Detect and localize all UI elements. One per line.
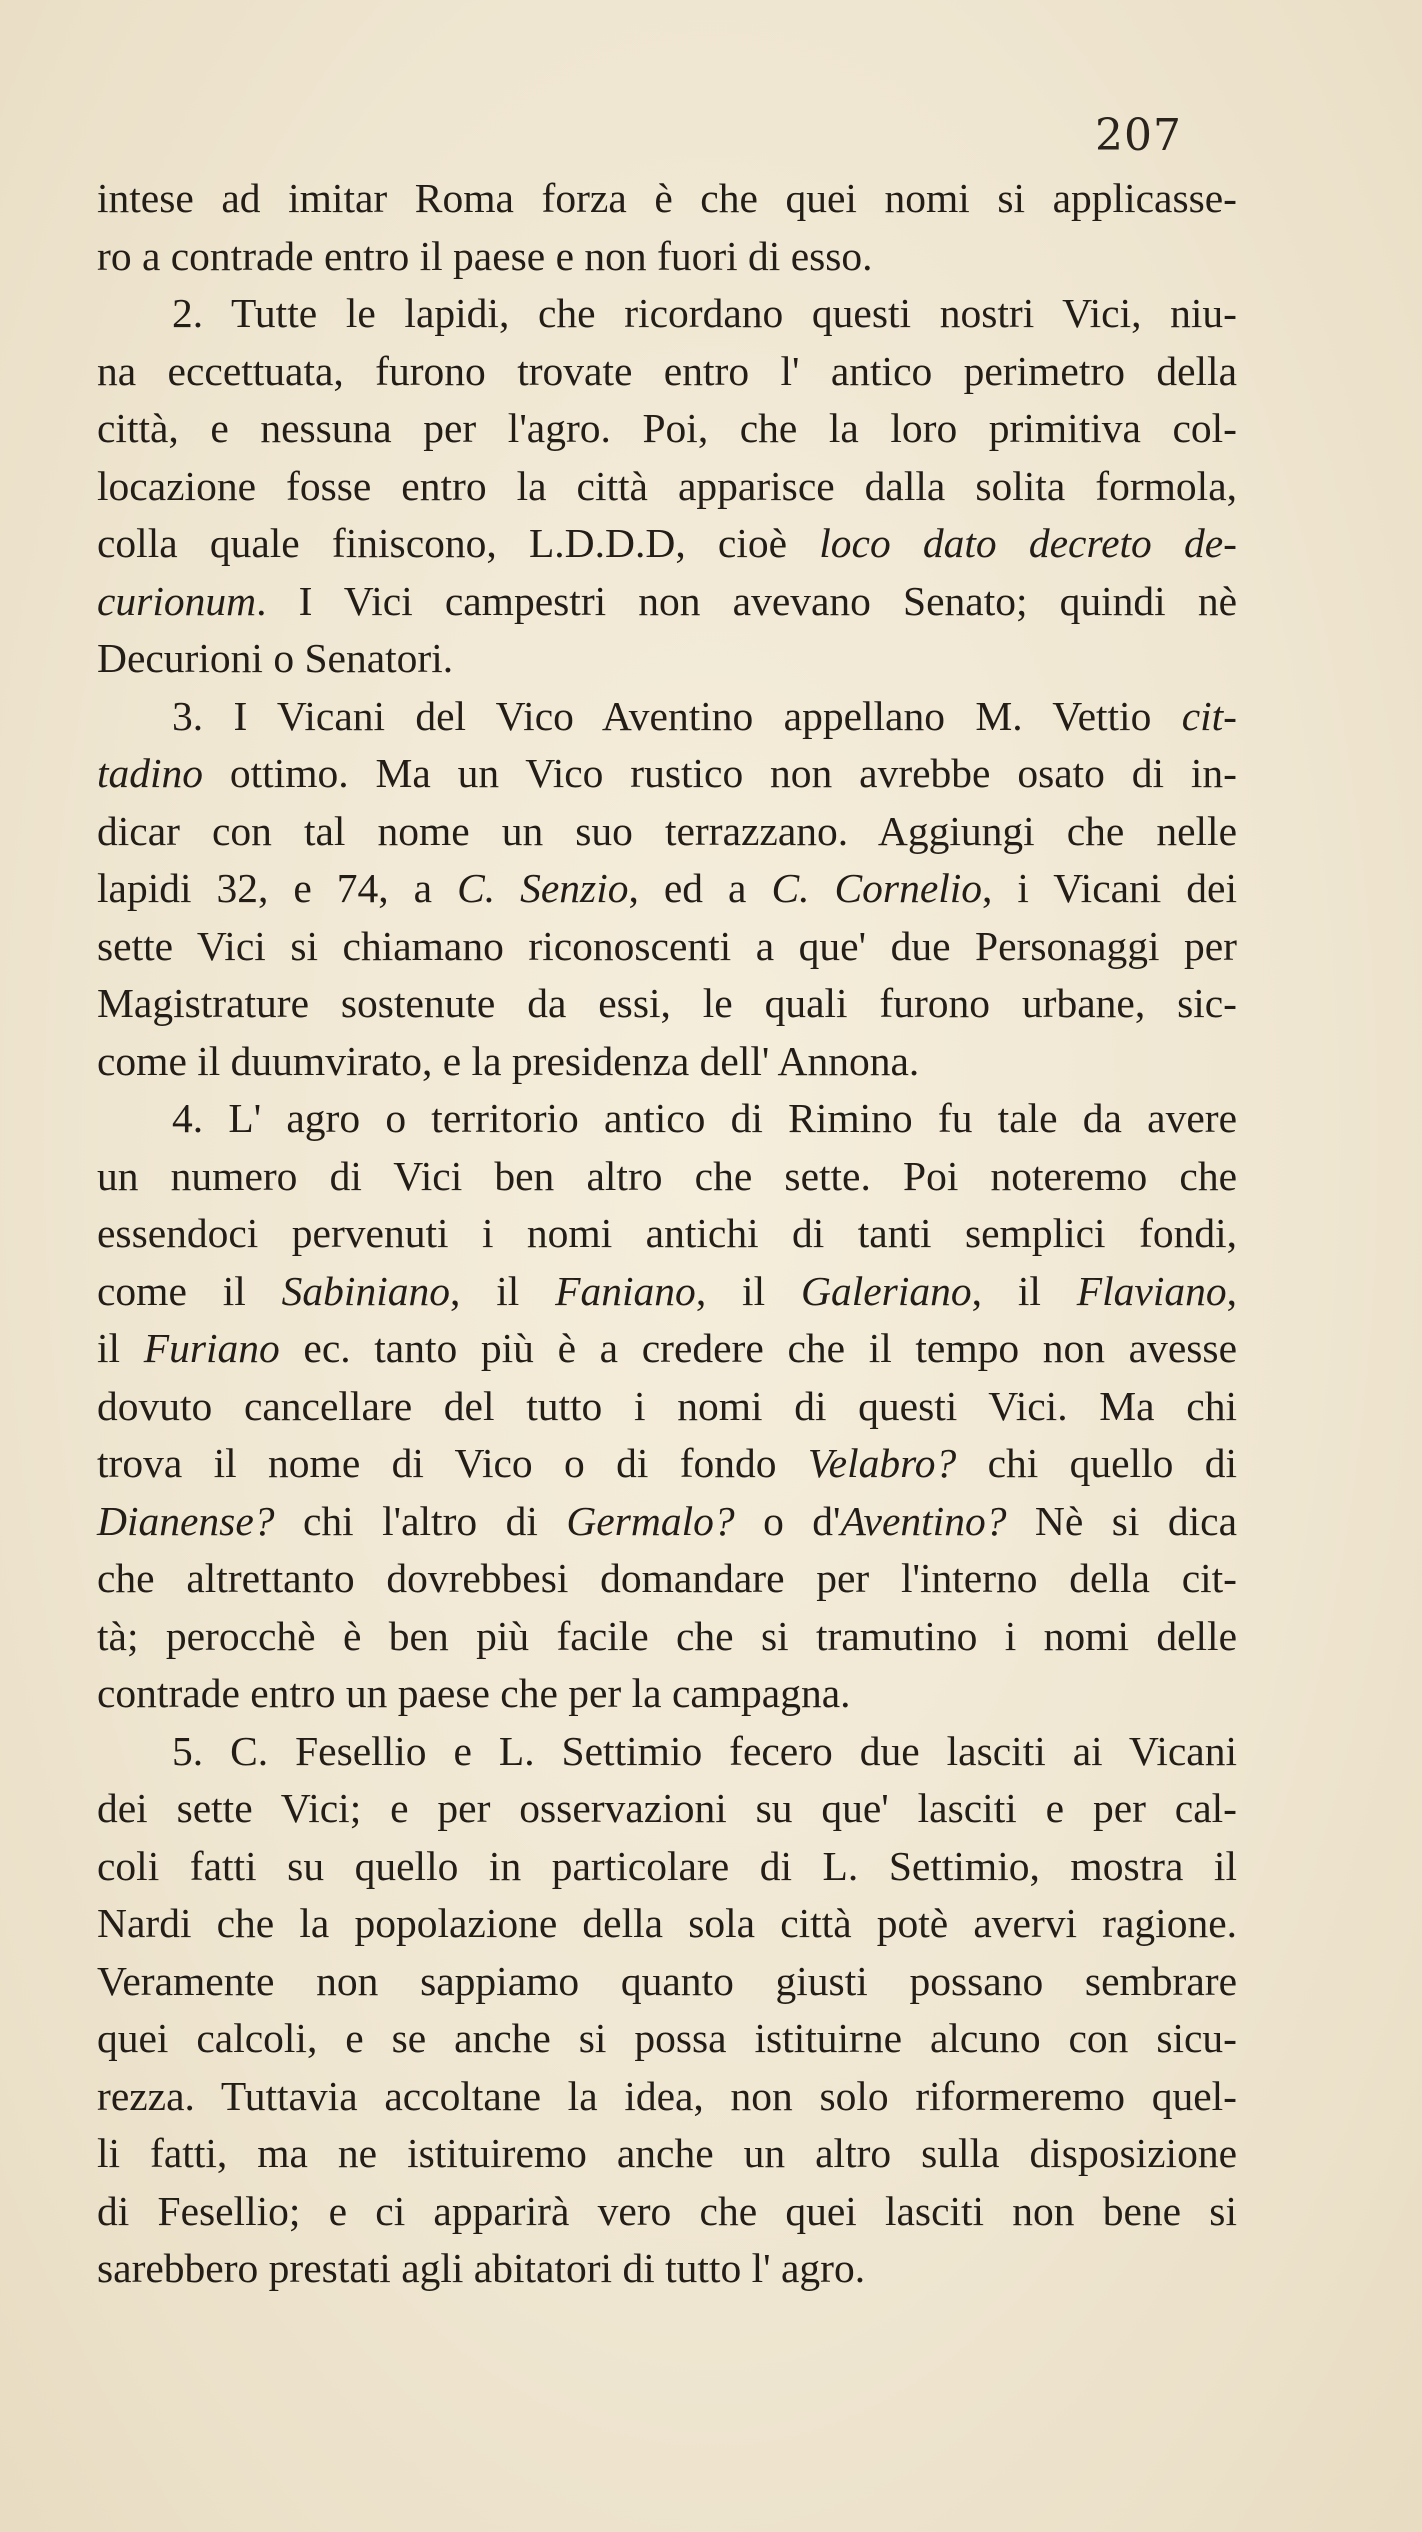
text-line [97, 1550, 1237, 1608]
text-segment: Nardi che la popolazione della sola città potè avervi ragione. [97, 1900, 1237, 1946]
text-segment: sette Vici si chiamano riconoscenti a que' due Personaggi per [97, 922, 1237, 969]
text-segment: o d' [734, 1497, 841, 1544]
text-line [97, 1033, 1237, 1091]
text-segment: intese ad imitar Roma forza è che quei nomi si applicasse- [97, 175, 1237, 221]
text-line [97, 2068, 1237, 2126]
text-segment: il [97, 1325, 144, 1371]
text-segment: come il duumvirato, e la presidenza dell' Annona. [97, 1037, 920, 1084]
text-line [97, 2125, 1237, 2183]
body-text [97, 170, 1237, 2298]
text-segment: che altrettanto dovrebbesi domandare per l'interno della cit- [97, 1555, 1237, 1601]
text-line [97, 458, 1237, 516]
text-line [97, 2183, 1237, 2241]
text-segment: contrade entro un paese che per la campagna. [97, 1670, 851, 1716]
italic-text: curionum [97, 577, 257, 624]
text-segment: rezza. Tuttavia accoltane la idea, non solo riformeremo quel- [97, 2072, 1237, 2119]
text-segment: , i Vicani dei [982, 865, 1238, 911]
italic-text: C. Cornelio [771, 865, 983, 911]
text-segment: dei sette Vici; e per osservazioni su que' lasciti e per cal- [97, 1785, 1237, 1831]
text-line [97, 1723, 1237, 1781]
italic-text: Sabiniano [281, 1267, 450, 1314]
text-line [97, 918, 1237, 976]
text-segment: come il [97, 1267, 282, 1314]
text-segment: Veramente non sappiamo quanto giusti possano sembrare [97, 1957, 1237, 2004]
text-segment: tà; perocchè è ben più facile che si tramutino i nomi delle [97, 1612, 1237, 1659]
italic-text: Flaviano [1076, 1267, 1227, 1314]
italic-text: Velabro? [807, 1440, 957, 1486]
text-segment: 2. Tutte le lapidi, che ricordano questi nostri Vici, niu- [172, 290, 1237, 336]
text-segment: 5. C. Fesellio e L. Settimio fecero due lasciti ai Vicani [172, 1727, 1237, 1774]
text-segment: li fatti, ma ne istituiremo anche un altro sulla disposizione [97, 2130, 1237, 2176]
text-line [97, 170, 1237, 228]
italic-text: Aventino? [840, 1497, 1007, 1544]
italic-text: Germalo? [566, 1497, 735, 1544]
text-line [97, 573, 1237, 631]
text-line [97, 1838, 1237, 1896]
text-line [97, 1205, 1237, 1263]
text-line [97, 688, 1237, 746]
text-line [97, 1895, 1237, 1953]
text-line [97, 228, 1237, 286]
text-segment: un numero di Vici ben altro che sette. Poi noteremo che [97, 1152, 1237, 1199]
text-segment: , il [449, 1267, 556, 1314]
italic-text: Faniano [555, 1267, 696, 1314]
text-line [97, 975, 1237, 1033]
text-line [97, 1780, 1237, 1838]
text-segment: Nè si dica [1006, 1497, 1237, 1544]
text-segment: dicar con tal nome un suo terrazzano. Aggiungi che nelle [97, 807, 1237, 854]
italic-text: Furiano [143, 1325, 280, 1371]
text-segment: , il [971, 1267, 1077, 1314]
text-segment: trova il nome di Vico o di fondo [97, 1440, 808, 1486]
text-segment: locazione fosse entro la città apparisce dalla solita formola, [97, 462, 1237, 509]
text-segment: colla quale finiscono, L.D.D.D, cioè [97, 520, 820, 566]
text-segment: . I Vici campestri non avevano Senato; quindi nè [256, 577, 1237, 624]
text-segment: 3. I Vicani del Vico Aventino appellano M. Vettio [172, 692, 1182, 739]
italic-text: Galeriano [801, 1267, 972, 1314]
text-line [97, 1378, 1237, 1436]
text-line [97, 2240, 1237, 2298]
text-segment: lapidi 32, e 74, a [97, 865, 458, 911]
text-segment: Magistrature sostenute da essi, le quali furono urbane, sic- [97, 980, 1237, 1026]
text-segment: ro a contrade entro il paese e non fuori di esso. [97, 232, 873, 279]
text-line [97, 400, 1237, 458]
text-segment: dovuto cancellare del tutto i nomi di questi Vici. Ma chi [97, 1382, 1237, 1429]
text-segment: quei calcoli, e se anche si possa istituirne alcuno con sicu- [97, 2015, 1237, 2061]
text-segment: 4. L' agro o territorio antico di Rimino fu tale da avere [172, 1095, 1237, 1141]
text-segment: coli fatti su quello in particolare di L. Settimio, mostra il [97, 1842, 1237, 1889]
text-segment: Decurioni o Senatori. [97, 635, 454, 681]
text-line [97, 2010, 1237, 2068]
text-line [97, 1090, 1237, 1148]
text-line [97, 343, 1237, 401]
text-segment: sarebbero prestati agli abitatori di tutto l' agro. [97, 2245, 866, 2291]
text-segment: città, e nessuna per l'agro. Poi, che la loro primitiva col- [97, 405, 1237, 451]
text-line [97, 1148, 1237, 1206]
text-segment: chi l'altro di [274, 1497, 567, 1544]
text-segment: chi quello di [956, 1440, 1237, 1486]
text-line [97, 745, 1237, 803]
text-segment: essendoci pervenuti i nomi antichi di tanti semplici fondi, [97, 1210, 1237, 1256]
text-line [97, 1608, 1237, 1666]
text-line [97, 515, 1237, 573]
text-line [97, 860, 1237, 918]
text-line [97, 1320, 1237, 1378]
text-line [97, 630, 1237, 688]
page-number: 207 [1095, 110, 1182, 161]
text-segment: di Fesellio; e ci apparirà vero che quei lasciti non bene si [97, 2187, 1237, 2234]
text-segment: , il [695, 1267, 801, 1314]
italic-text: tadino [97, 750, 204, 796]
text-line [97, 1263, 1237, 1321]
text-segment: , [1226, 1267, 1238, 1314]
text-line [97, 1953, 1237, 2011]
italic-text: C. Senzio [457, 865, 629, 911]
text-segment: , ed a [628, 865, 772, 911]
italic-text: Dianense? [97, 1497, 275, 1544]
text-line [97, 1665, 1237, 1723]
text-line [97, 1493, 1237, 1551]
italic-text: cit- [1181, 692, 1237, 739]
text-segment: na eccettuata, furono trovate entro l' antico perimetro della [97, 347, 1237, 394]
italic-text: loco dato decreto de- [819, 520, 1237, 566]
text-line [97, 1435, 1237, 1493]
text-line [97, 803, 1237, 861]
text-segment: ec. tanto più è a credere che il tempo non avesse [279, 1325, 1237, 1371]
text-segment: ottimo. Ma un Vico rustico non avrebbe osato di in- [203, 750, 1237, 796]
text-line [97, 285, 1237, 343]
